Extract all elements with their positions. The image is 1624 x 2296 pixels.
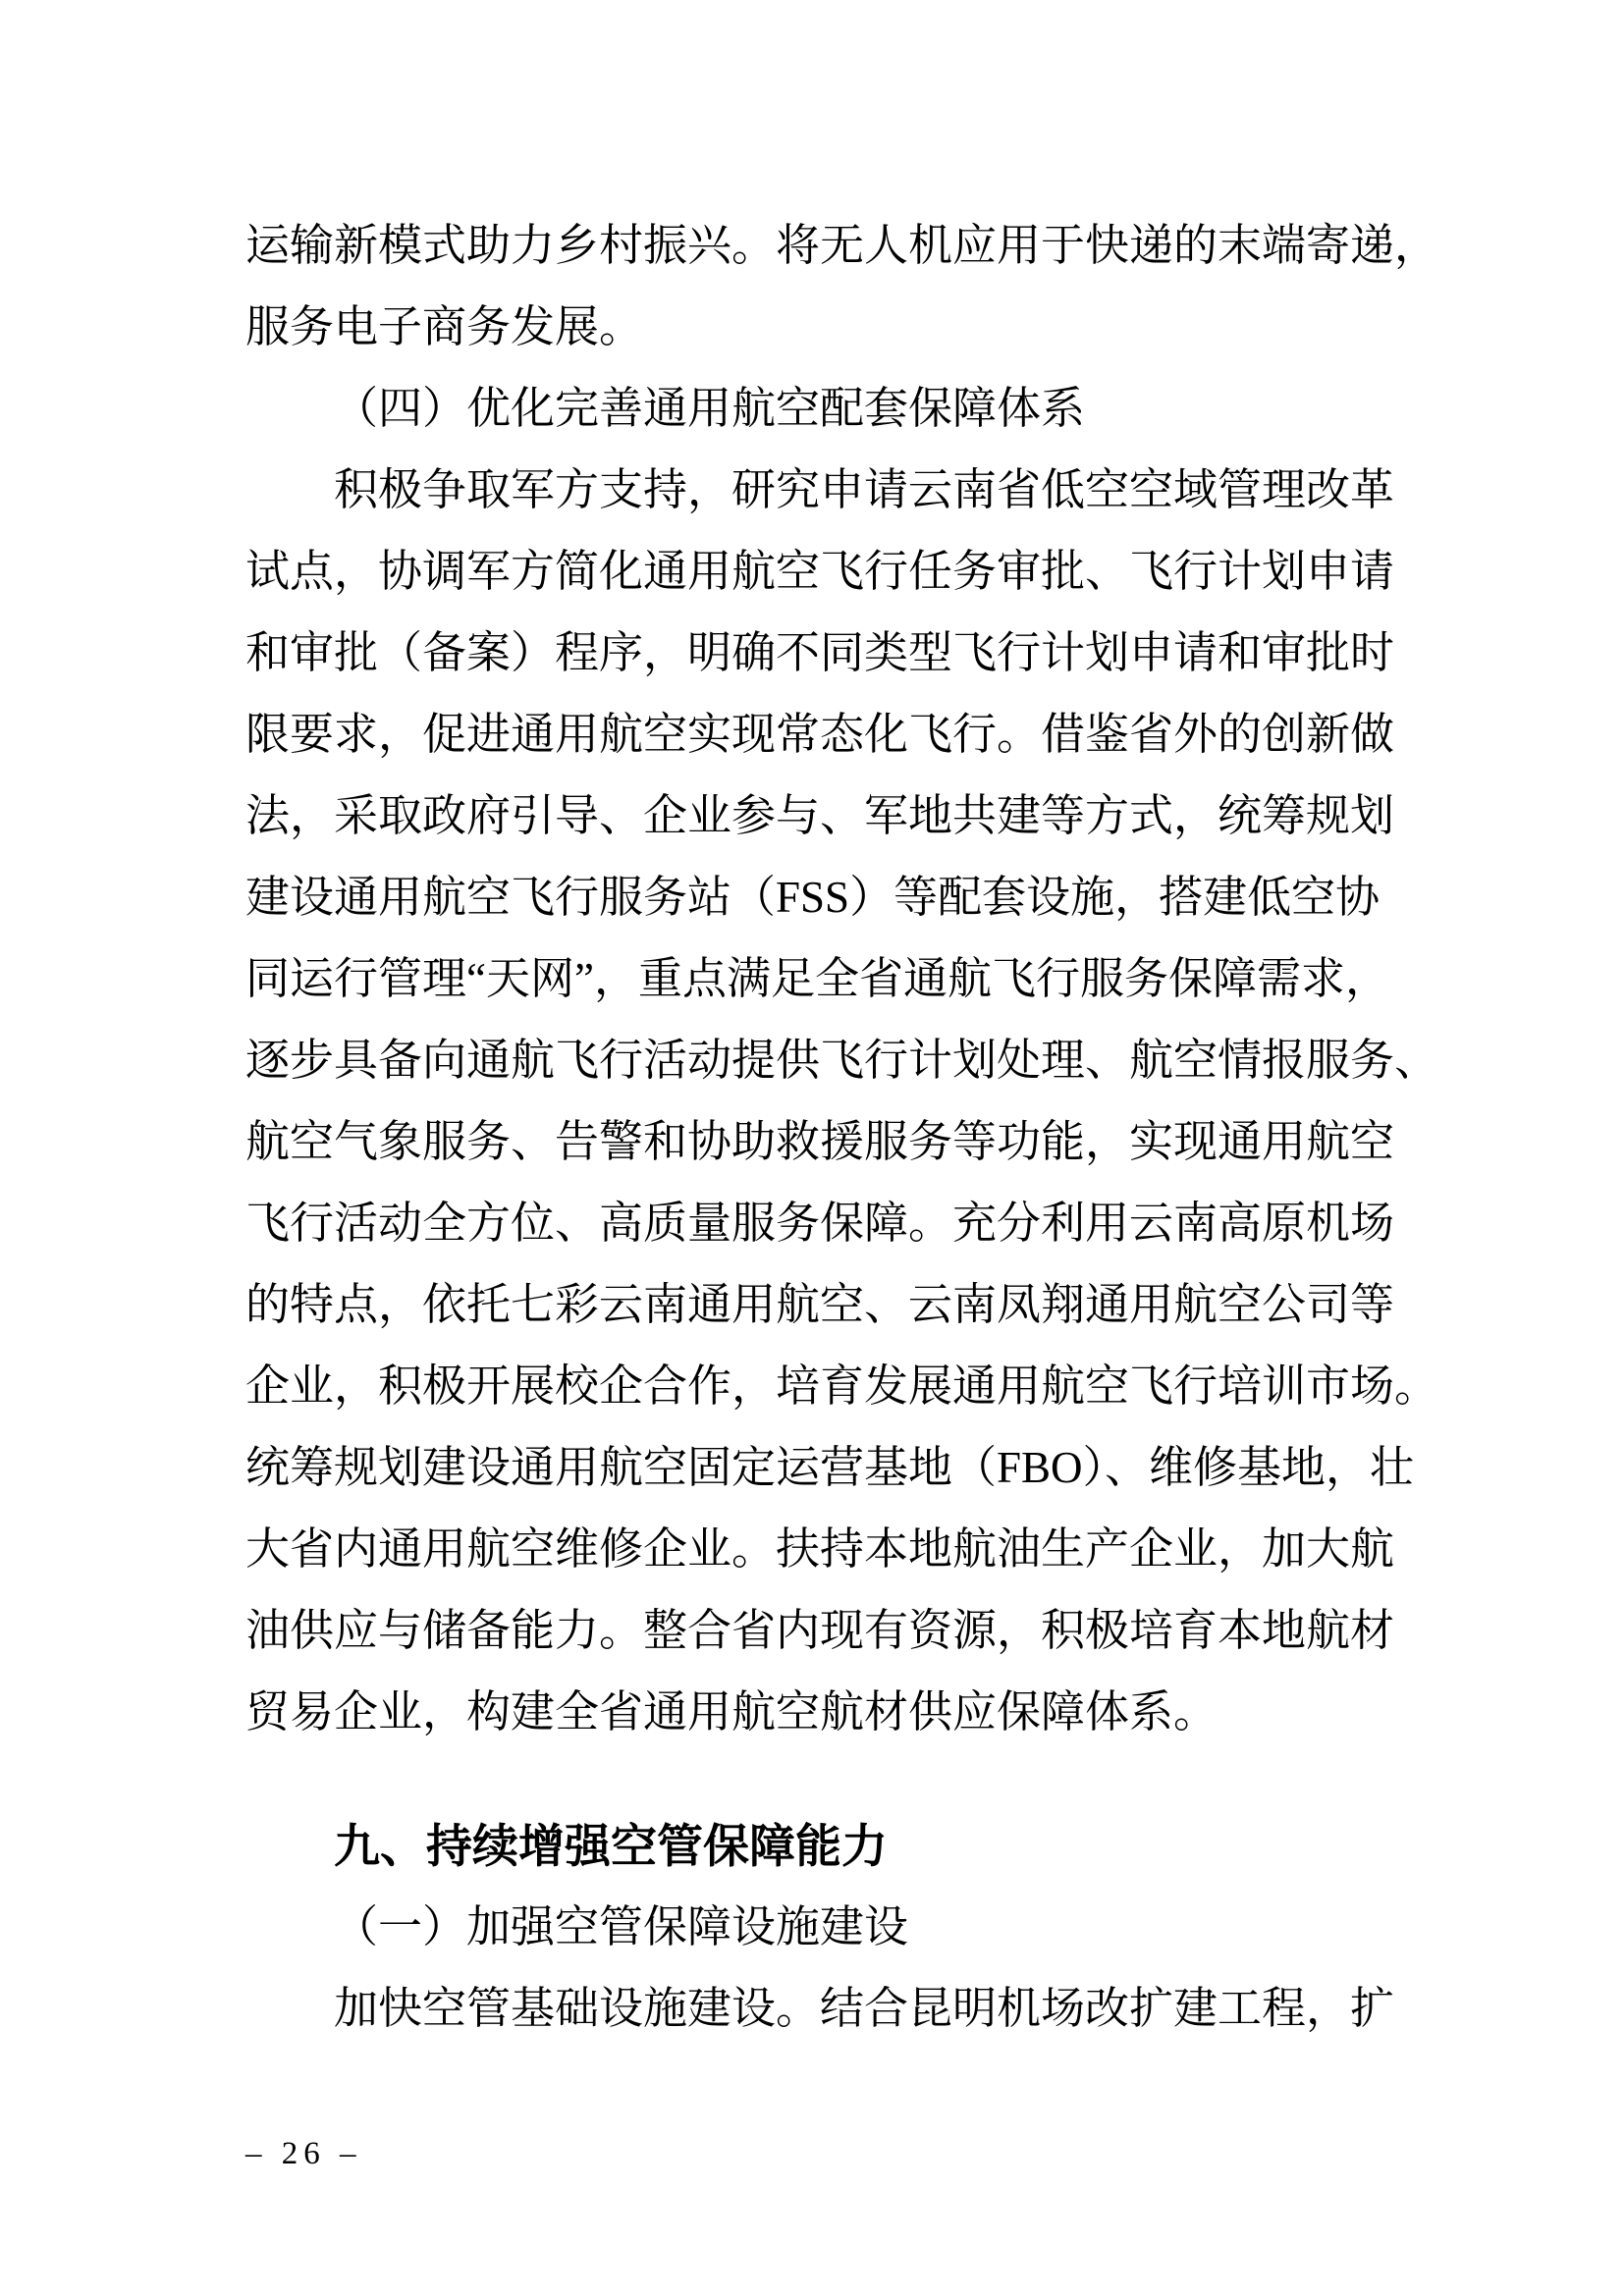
text-line: 和审批（备案）程序，明确不同类型飞行计划申请和审批时 — [245, 628, 1395, 677]
text-line: 统筹规划建设通用航空固定运营基地（FBO）、维修基地，壮 — [245, 1443, 1415, 1492]
text-line: 积极争取军方支持，研究申请云南省低空空域管理改革 — [334, 465, 1395, 514]
text-line: 飞行活动全方位、高质量服务保障。充分利用云南高原机场 — [245, 1199, 1395, 1248]
text-line: 限要求，促进通用航空实现常态化飞行。借鉴省外的创新做 — [245, 710, 1395, 759]
page-number: – 26 – — [245, 2136, 362, 2171]
text-line: 同运行管理“天网”，重点满足全省通航飞行服务保障需求， — [245, 954, 1389, 1003]
document-body — [245, 205, 1439, 2050]
text-line: 贸易企业，构建全省通用航空航材供应保障体系。 — [245, 1687, 1218, 1736]
section-heading-kai: （四）优化完善通用航空配套保障体系 — [334, 384, 1086, 433]
text-line: 航空气象服务、告警和协助救援服务等功能，实现通用航空 — [245, 1117, 1395, 1166]
text-line: 逐步具备向通航飞行活动提供飞行计划处理、航空情报服务、 — [245, 1036, 1439, 1085]
text-line: 服务电子商务发展。 — [245, 302, 644, 351]
text-line: 试点，协调军方简化通用航空飞行任务审批、飞行计划申请 — [245, 547, 1395, 596]
text-line: 法，采取政府引导、企业参与、军地共建等方式，统筹规划 — [245, 791, 1395, 840]
section-heading-bold: 九、持续增强空管保障能力 — [334, 1820, 888, 1872]
text-line: 运输新模式助力乡村振兴。将无人机应用于快递的末端寄递， — [245, 221, 1439, 270]
text-line: 油供应与储备能力。整合省内现有资源，积极培育本地航材 — [245, 1606, 1395, 1655]
text-line: 企业，积极开展校企合作，培育发展通用航空飞行培训市场。 — [245, 1362, 1439, 1411]
text-line: 加快空管基础设施建设。结合昆明机场改扩建工程，扩 — [334, 1984, 1395, 2033]
text-line: 建设通用航空飞行服务站（FSS）等配套设施，搭建低空协 — [245, 873, 1380, 922]
text-line: 的特点，依托七彩云南通用航空、云南凤翔通用航空公司等 — [245, 1280, 1395, 1329]
section-heading-kai: （一）加强空管保障设施建设 — [334, 1902, 909, 1951]
text-line: 大省内通用航空维修企业。扶持本地航油生产企业，加大航 — [245, 1524, 1395, 1574]
